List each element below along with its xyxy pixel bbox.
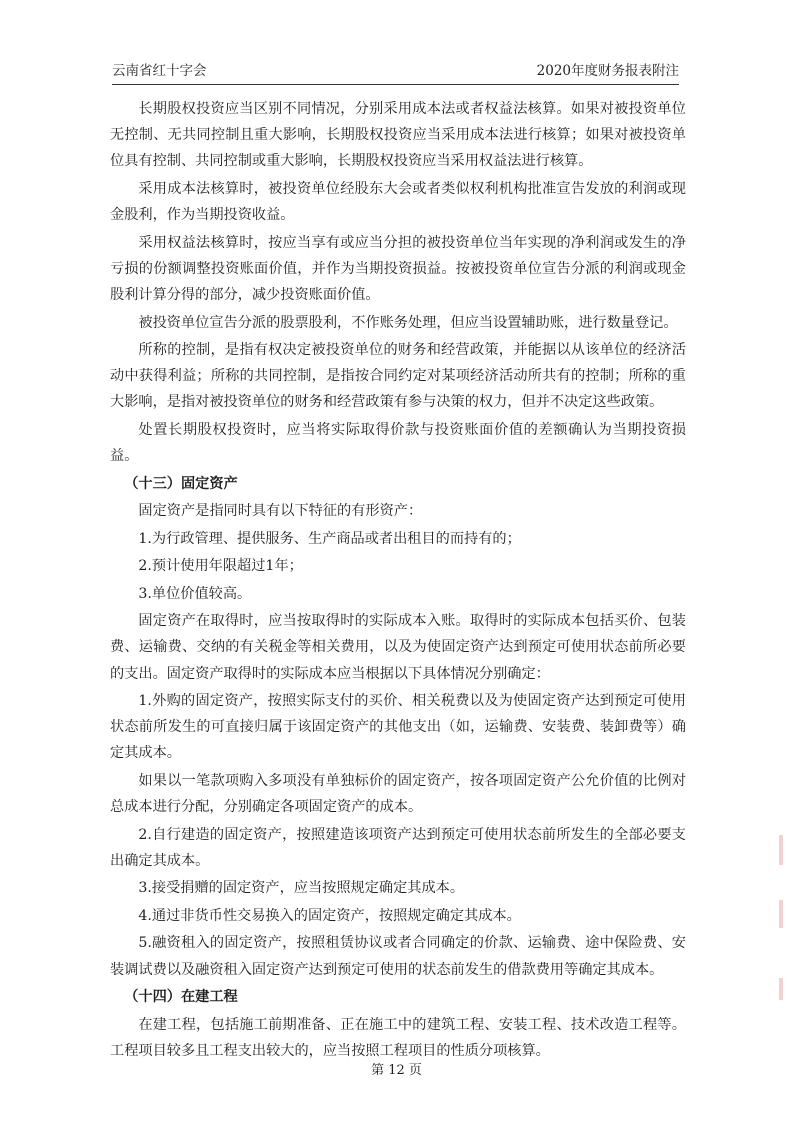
body-paragraph: 采用权益法核算时，按应当享有或应当分担的被投资单位当年实现的净利润或发生的净亏损的份额调整投资账面价值，并作为当期投资损益。按被投资单位宣告分派的利润或现金股利计算分得的部分，减少投资账面价值。 bbox=[110, 234, 686, 304]
body-paragraph: 长期股权投资应当区别不同情况，分别采用成本法或者权益法核算。如果对被投资单位无控制、无共同控制且重大影响，长期股权投资应当采用成本法进行核算；如果对被投资单位具有控制、共同控制或重大影响，长期股权投资应当采用权益法进行核算。 bbox=[110, 101, 686, 170]
body-paragraph: 4.通过非货币性交易换入的固定资产，按照规定确定其成本。 bbox=[138, 907, 521, 924]
body-paragraph: 固定资产在取得时，应当按取得时的实际成本入账。取得时的实际成本包括买价、包装费、运输费、交纳的有关税金等相关费用，以及为使固定资产达到预定可使用状态前所必要的支出。固定资产取得时的实际成本应当根据以下具体情况分别确定： bbox=[110, 613, 686, 682]
body-paragraph: 1.外购的固定资产，按照实际支付的买价、相关税费以及为使固定资产达到预定可使用状态前所发生的可直接归属于该固定资产的其他支出（如，运输费、安装费、装卸费等）确定其成本。 bbox=[110, 693, 686, 762]
body-paragraph: 被投资单位宣告分派的股票股利，不作账务处理，但应当设置辅助账，进行数量登记。 bbox=[138, 314, 678, 331]
body-paragraph: 所称的控制，是指有权决定被投资单位的财务和经营政策，并能据以从该单位的经济活动中获得利益；所称的共同控制，是指按合同约定对某项经济活动所共有的控制；所称的重大影响，是指对被投资单位的财务和经营政策有参与决策的权力，但并不决定这些政策。 bbox=[110, 342, 686, 411]
section-heading: （十三）固定资产 bbox=[124, 475, 238, 492]
body-paragraph: 5.融资租入的固定资产，按照租赁协议或者合同确定的价款、运输费、途中保险费、安装调试费以及融资租入固定资产达到预定可使用的状态前发生的借款费用等确定其成本。 bbox=[110, 935, 686, 978]
body-paragraph: 3.单位价值较高。 bbox=[138, 585, 252, 602]
section-heading: （十四）在建工程 bbox=[124, 989, 238, 1006]
page-number: 第 12 页 bbox=[371, 1063, 422, 1078]
body-paragraph: 处置长期股权投资时，应当将实际取得价款与投资账面价值的差额确认为当期投资损益。 bbox=[110, 421, 686, 465]
header-document-title: 2020年度财务报表附注 bbox=[536, 63, 679, 79]
header-organization: 云南省红十字会 bbox=[112, 63, 207, 79]
document-body bbox=[110, 96, 686, 1065]
body-paragraph: 1.为行政管理、提供服务、生产商品或者出租目的而持有的； bbox=[138, 530, 521, 547]
scan-edge-mark bbox=[779, 835, 783, 865]
page-header bbox=[112, 60, 679, 85]
body-paragraph: 2.预计使用年限超过1年； bbox=[138, 558, 303, 575]
body-paragraph: 如果以一笔款项购入多项没有单独标价的固定资产，按各项固定资产公允价值的比例对总成本进行分配，分别确定各项固定资产的成本。 bbox=[110, 772, 686, 816]
body-paragraph: 在建工程，包括施工前期准备、正在施工中的建筑工程、安装工程、技术改造工程等。工程项目较多且工程支出较大的，应当按照工程项目的性质分项核算。 bbox=[110, 1016, 686, 1059]
scan-edge-mark bbox=[779, 978, 783, 1000]
scan-edge-mark bbox=[779, 900, 783, 928]
body-paragraph: 采用成本法核算时，被投资单位经股东大会或者类似权利机构批准宣告发放的利润或现金股利，作为当期投资收益。 bbox=[110, 180, 686, 224]
body-paragraph: 2.自行建造的固定资产，按照建造该项资产达到预定可使用状态前所发生的全部必要支出确定其成本。 bbox=[110, 826, 686, 869]
body-paragraph: 固定资产是指同时具有以下特征的有形资产： bbox=[138, 503, 423, 520]
body-paragraph: 3.接受捐赠的固定资产，应当按照规定确定其成本。 bbox=[138, 880, 465, 897]
